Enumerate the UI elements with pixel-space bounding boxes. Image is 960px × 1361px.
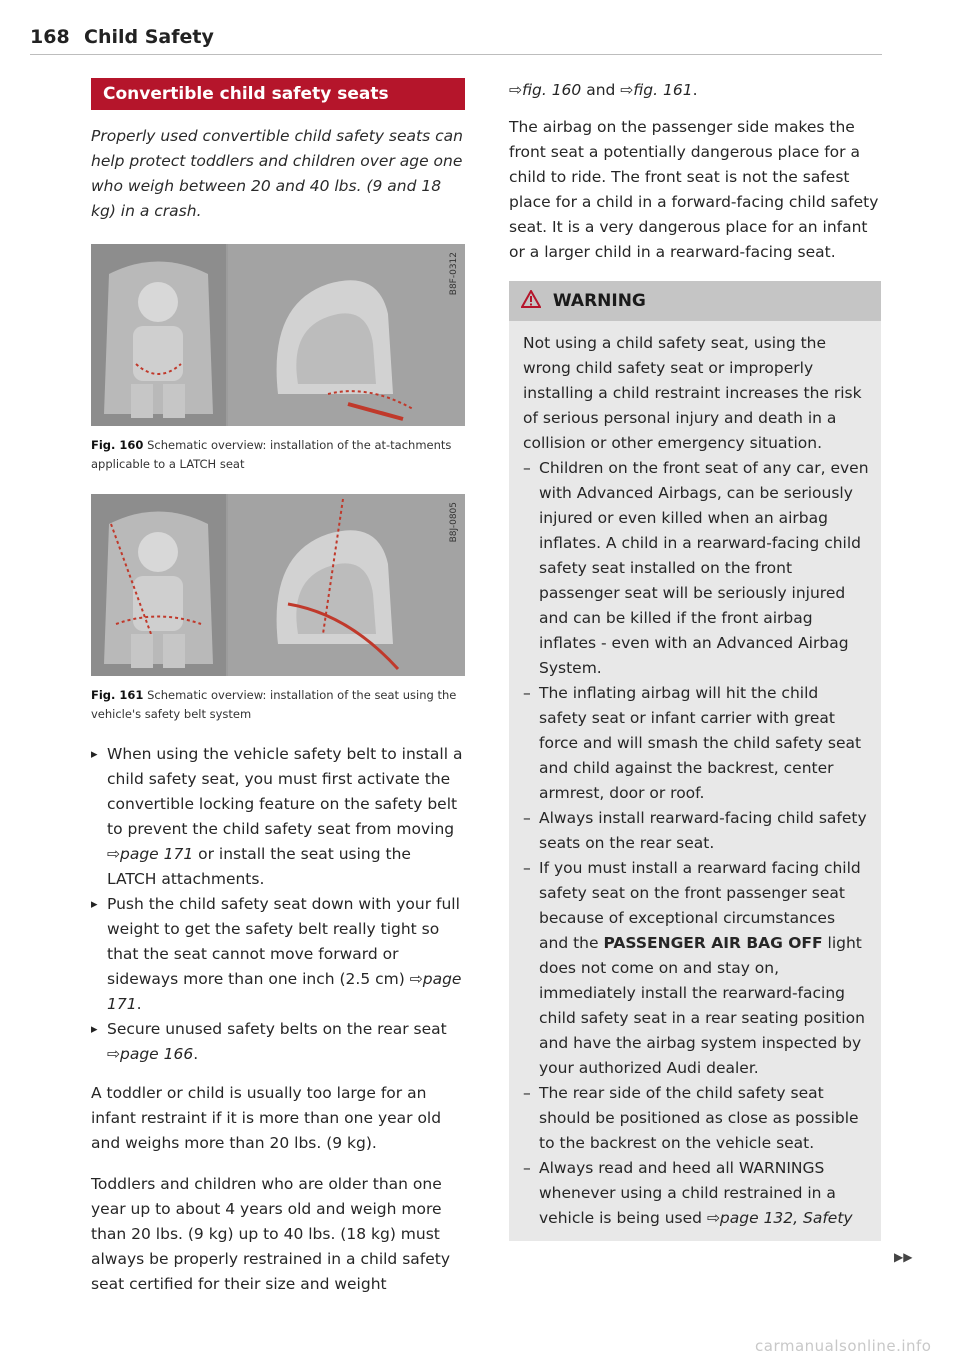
list-item: ▸ When using the vehicle safety belt to install a child safety seat, you must first activate the convertible locking feature on the safety belt to prevent the child safety seat from moving ⇨page 171 or install the seat using the LATCH attachments. [91, 742, 465, 892]
list-item: – The inflating airbag will hit the child safety seat or infant carrier with great force and will smash the child safety seat and child against the backrest, center armrest, door or roof. [523, 681, 869, 806]
left-column [91, 78, 465, 1297]
page-link[interactable]: ⇨page 166 [107, 1045, 194, 1063]
figure-caption [91, 436, 465, 474]
figure-link[interactable]: ⇨fig. 161 [620, 81, 693, 99]
list-item: – Always read and heed all WARNINGS whenever using a child restrained in a vehicle is being used ⇨page 132, Safety [523, 1156, 869, 1231]
chapter-title: Child Safety [84, 26, 214, 48]
figure-link[interactable]: ⇨fig. 160 [509, 81, 582, 99]
warning-lead: Not using a child safety seat, using the wrong child safety seat or improperly installing a child restraint increases the risk of serious personal injury and death in a collision or other emergency situation. [523, 334, 862, 452]
list-item: ▸ Secure unused safety belts on the rear seat ⇨page 166. [91, 1017, 465, 1067]
list-item: – If you must install a rearward facing child safety seat on the front passenger seat because of exceptional circumstances and the PASSENGER AIR BAG OFF light does not come on and stay on, immediately install the rearward-facing child safety seat in a rear seating position and have the airbag system inspected by your authorized Audi dealer. [523, 856, 869, 1081]
paragraph: A toddler or child is usually too large for an infant restraint if it is more than one year old and weighs more than 20 lbs. (9 kg). [91, 1084, 442, 1152]
page-link[interactable]: ⇨page 171 [107, 845, 194, 863]
child-in-seat-image [91, 494, 226, 676]
figure-160 [91, 244, 465, 426]
list-item: ▸ Push the child safety seat down with your full weight to get the safety belt really tight so that the seat cannot move forward or sideways more than one inch (2.5 cm) ⇨page 171. [91, 892, 465, 1017]
page-header [30, 22, 882, 55]
figure-code: B8J-0805 [449, 502, 459, 543]
figure-caption-text: Schematic overview: installation of the at-tachments applicable to a LATCH seat [91, 438, 452, 471]
figure-label: Fig. 160 [91, 438, 144, 452]
warning-triangle-icon [521, 290, 541, 308]
continue-arrow-icon: ▶▶ [894, 1250, 913, 1264]
section-intro: Properly used convertible child safety seats can help protect toddlers and children over age one who weigh between 20 and 40 lbs. (9 and 18 kg) in a crash. [91, 127, 463, 220]
list-item: – The rear side of the child safety seat should be positioned as close as possible to the backrest on the vehicle seat. [523, 1081, 869, 1156]
warning-box [509, 281, 881, 1241]
page-number: 168 [30, 26, 70, 48]
warning-title: WARNING [552, 291, 646, 311]
watermark: carmanualsonline.info [755, 1337, 932, 1355]
seat-latch-image [228, 244, 465, 426]
figure-161 [91, 494, 465, 676]
list-item: – Children on the front seat of any car, even with Advanced Airbags, can be seriously injured or even killed when an airbag inflates. A child in a rearward-facing child safety seat installed on the front passenger seat will be seriously injured and can be killed if the front airbag inflates - even with an Advanced Airbag System. [523, 456, 869, 681]
paragraph: Toddlers and children who are older than one year up to about 4 years old and weigh more than 20 lbs. (9 kg) up to 40 lbs. (18 kg) must always be properly restrained in a child safety seat certified for their size and weight [91, 1174, 451, 1293]
paragraph: The airbag on the passenger side makes the front seat a potentially dangerous place for a child to ride. The front seat is not the safest place for a child in a forward-facing child safety seat. It is a very dangerous place for an infant or a larger child in a rearward-facing seat. [509, 118, 879, 261]
page-link[interactable]: ⇨page 132, Safety [706, 1209, 853, 1227]
warning-body [509, 321, 881, 1241]
list-item: – Always install rearward-facing child safety seats on the rear seat. [523, 806, 869, 856]
warning-list [523, 456, 869, 1231]
seat-belt-image [228, 494, 465, 676]
child-in-seat-image [91, 244, 226, 426]
figure-caption-text: Schematic overview: installation of the seat using the vehicle's safety belt system [91, 688, 457, 721]
right-column [509, 78, 881, 1241]
page-link[interactable]: ⇨page 171 [107, 970, 462, 1013]
section-title: Convertible child safety seats [91, 78, 465, 110]
figure-code: B8F-0312 [449, 252, 459, 296]
indicator-name: PASSENGER AIR BAG OFF [603, 934, 823, 952]
step-list [91, 742, 465, 1067]
warning-header [509, 281, 881, 321]
figure-label: Fig. 161 [91, 688, 144, 702]
paragraph-continued: ⇨fig. 160 and ⇨fig. 161. [509, 81, 698, 99]
figure-caption [91, 686, 465, 724]
